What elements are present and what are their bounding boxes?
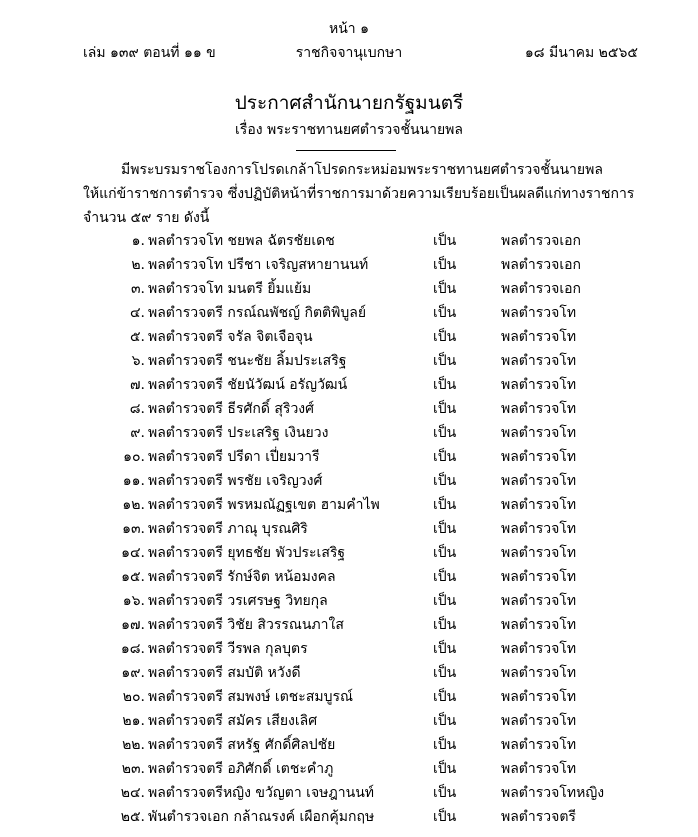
new-rank: พลตำรวจโท <box>501 665 577 681</box>
list-item <box>0 518 698 542</box>
list-item <box>0 542 698 566</box>
list-item <box>0 686 698 710</box>
list-item <box>0 374 698 398</box>
officer-name: พลตำรวจตรี ชัยนัวัฒน์ อรัญวัฒน์ <box>148 377 348 393</box>
announcement-subject: เรื่อง พระราชทานยศตำรวจชั้นนายพล <box>235 122 463 138</box>
entry-number: ๒๒. <box>122 737 145 753</box>
body-paragraph <box>83 158 643 230</box>
officer-name: พลตำรวจตรี ยุทธชัย พัวประเสริฐ <box>148 545 346 561</box>
pen-word: เป็น <box>433 809 457 825</box>
new-rank: พลตำรวจโท <box>501 521 577 537</box>
new-rank: พลตำรวจโท <box>501 689 577 705</box>
pen-word: เป็น <box>433 521 457 537</box>
entry-number: ๑๗. <box>121 617 145 633</box>
body-line: มีพระบรมราชโองการโปรดเกล้าโปรดกระหม่อมพระราชทานยศตำรวจชั้นนายพล <box>121 162 603 178</box>
entry-number: ๑๘. <box>120 641 145 657</box>
list-item <box>0 446 698 470</box>
entry-number: ๙. <box>130 425 145 441</box>
pen-word: เป็น <box>433 497 457 513</box>
pen-word: เป็น <box>433 233 457 249</box>
entry-number: ๑. <box>131 233 145 249</box>
entry-number: ๘. <box>129 401 145 417</box>
officer-name: พลตำรวจตรีหญิง ขวัญตา เจษฎานนท์ <box>148 785 375 801</box>
new-rank: พลตำรวจโท <box>501 761 577 777</box>
new-rank: พลตำรวจโท <box>501 737 577 753</box>
officer-name: พลตำรวจโท ปรีชา เจริญสหายานนท์ <box>148 257 369 273</box>
entry-number: ๒๐. <box>122 689 145 705</box>
page-number: หน้า ๑ <box>329 21 369 37</box>
officer-name: พลตำรวจโท มนตรี ยิ้มแย้ม <box>148 281 312 297</box>
entry-number: ๒๕. <box>120 809 145 825</box>
officer-name: พลตำรวจตรี รักษ์จิต หน้อมงคล <box>148 569 336 585</box>
list-item <box>0 614 698 638</box>
officer-name: พลตำรวจตรี ภาณุ บุรณศิริ <box>148 521 308 537</box>
announcement-title: ประกาศสำนักนายกรัฐมนตรี <box>234 92 464 114</box>
entry-number: ๒. <box>131 257 145 273</box>
list-item <box>0 230 698 254</box>
entry-number: ๑๑. <box>122 473 145 489</box>
entry-number: ๑๒. <box>122 497 145 513</box>
new-rank: พลตำรวจโท <box>501 329 577 345</box>
list-item <box>0 734 698 758</box>
pen-word: เป็น <box>433 401 457 417</box>
list-item <box>0 494 698 518</box>
pen-word: เป็น <box>433 377 457 393</box>
officer-name: พลตำรวจตรี วีรพล กุลบุตร <box>148 641 308 657</box>
officer-name: พลตำรวจตรี ชนะชัย ลิ้มประเสริฐ <box>148 353 347 369</box>
new-rank: พลตำรวจเอก <box>501 281 582 297</box>
pen-word: เป็น <box>433 449 457 465</box>
new-rank: พลตำรวจโท <box>501 569 577 585</box>
pen-word: เป็น <box>433 665 457 681</box>
entry-number: ๓. <box>130 281 145 297</box>
new-rank: พลตำรวจโท <box>501 545 577 561</box>
list-item <box>0 470 698 494</box>
officer-name: พลตำรวจตรี ประเสริฐ เงินยวง <box>148 425 329 441</box>
list-item <box>0 590 698 614</box>
pen-word: เป็น <box>433 305 457 321</box>
new-rank: พลตำรวจโท <box>501 617 577 633</box>
pen-word: เป็น <box>433 641 457 657</box>
list-item <box>0 638 698 662</box>
new-rank: พลตำรวจโท <box>501 641 577 657</box>
new-rank: พลตำรวจโท <box>501 593 577 609</box>
officer-name: พลตำรวจตรี กรณ์ณพัชญ์ กิตติพิบูลย์ <box>148 305 367 321</box>
pen-word: เป็น <box>433 545 457 561</box>
pen-word: เป็น <box>433 569 457 585</box>
entry-number: ๑๕. <box>121 569 145 585</box>
entry-number: ๕. <box>129 329 145 345</box>
list-item <box>0 398 698 422</box>
new-rank: พลตำรวจโท <box>501 353 577 369</box>
officer-name: พลตำรวจตรี พรชัย เจริญวงศ์ <box>148 473 323 489</box>
list-item <box>0 710 698 734</box>
pen-word: เป็น <box>433 353 457 369</box>
title-divider <box>296 150 396 151</box>
new-rank: พลตำรวจเอก <box>501 257 582 273</box>
officer-name: พลตำรวจตรี สมัคร เสียงเลิศ <box>148 713 318 729</box>
entry-number: ๒๓. <box>121 761 145 777</box>
new-rank: พลตำรวจโท <box>501 449 577 465</box>
entry-number: ๒๔. <box>120 785 145 801</box>
entry-number: ๑๐. <box>123 449 145 465</box>
new-rank: พลตำรวจตรี <box>501 809 576 825</box>
officer-name: พลตำรวจตรี ธีรศักดิ์ สุริวงศ์ <box>148 401 315 417</box>
officer-name: พลตำรวจตรี ปรีดา เปี่ยมวารี <box>148 449 320 465</box>
pen-word: เป็น <box>433 617 457 633</box>
list-item <box>0 758 698 782</box>
officer-name: พลตำรวจตรี สมพงษ์ เตชะสมบูรณ์ <box>148 689 353 705</box>
list-item <box>0 350 698 374</box>
entry-number: ๗. <box>130 377 145 393</box>
new-rank: พลตำรวจโท <box>501 425 577 441</box>
entry-number: ๔. <box>129 305 145 321</box>
list-item <box>0 782 698 806</box>
pen-word: เป็น <box>433 761 457 777</box>
list-item <box>0 278 698 302</box>
new-rank: พลตำรวจโท <box>501 305 577 321</box>
list-item <box>0 422 698 446</box>
entry-number: ๖. <box>131 353 145 369</box>
publication-date: ๑๘ มีนาคม ๒๕๖๕ <box>524 45 638 61</box>
list-item <box>0 254 698 278</box>
new-rank: พลตำรวจเอก <box>501 233 582 249</box>
pen-word: เป็น <box>433 329 457 345</box>
new-rank: พลตำรวจโท <box>501 401 577 417</box>
pen-word: เป็น <box>433 737 457 753</box>
officer-name: พันตำรวจเอก กล้าณรงค์ เผือกคุ้มกฤษ <box>148 809 375 825</box>
new-rank: พลตำรวจโท <box>501 377 577 393</box>
entry-number: ๑๖. <box>122 593 145 609</box>
entry-number: ๑๙. <box>121 665 145 681</box>
pen-word: เป็น <box>433 593 457 609</box>
pen-word: เป็น <box>433 473 457 489</box>
list-item <box>0 302 698 326</box>
officer-name: พลตำรวจตรี สหรัฐ ศักดิ์ศิลปชัย <box>148 737 336 753</box>
entry-number: ๑๓. <box>122 521 145 537</box>
volume-issue: เล่ม ๑๓๙ ตอนที่ ๑๑ ข <box>83 45 216 61</box>
list-item <box>0 806 698 830</box>
pen-word: เป็น <box>433 713 457 729</box>
new-rank: พลตำรวจโท <box>501 497 577 513</box>
officer-name: พลตำรวจตรี วิชัย สิวรรณนภาใส <box>148 617 344 633</box>
new-rank: พลตำรวจโท <box>501 473 577 489</box>
pen-word: เป็น <box>433 281 457 297</box>
gazette-name: ราชกิจจานุเบกษา <box>295 45 403 61</box>
body-line: จำนวน ๕๙ ราย ดังนี้ <box>83 210 210 226</box>
officer-name: พลตำรวจตรี วรเศรษฐ วิทยกุล <box>148 593 328 609</box>
entry-number: ๒๑. <box>122 713 145 729</box>
pen-word: เป็น <box>433 425 457 441</box>
officer-name: พลตำรวจตรี สมบัติ หวังดี <box>148 665 301 681</box>
new-rank: พลตำรวจโทหญิง <box>501 785 605 801</box>
pen-word: เป็น <box>433 689 457 705</box>
entry-number: ๑๔. <box>121 545 145 561</box>
officer-name: พลตำรวจโท ชยพล ฉัตรชัยเดช <box>148 233 335 249</box>
body-line: ให้แก่ข้าราชการตำรวจ ซึ่งปฏิบัติหน้าที่ราชการมาด้วยความเรียบร้อยเป็นผลดีแก่ทางราชการ <box>83 186 635 202</box>
list-item <box>0 662 698 686</box>
pen-word: เป็น <box>433 785 457 801</box>
officer-name: พลตำรวจตรี อภิศักดิ์ เตชะคำภู <box>148 761 334 777</box>
new-rank: พลตำรวจโท <box>501 713 577 729</box>
officer-name: พลตำรวจตรี พรหมณัฏฐเขต ฮามคำไพ <box>148 497 380 513</box>
list-item <box>0 566 698 590</box>
pen-word: เป็น <box>433 257 457 273</box>
list-item <box>0 326 698 350</box>
officer-name: พลตำรวจตรี จรัล จิตเจือจุน <box>148 329 313 345</box>
